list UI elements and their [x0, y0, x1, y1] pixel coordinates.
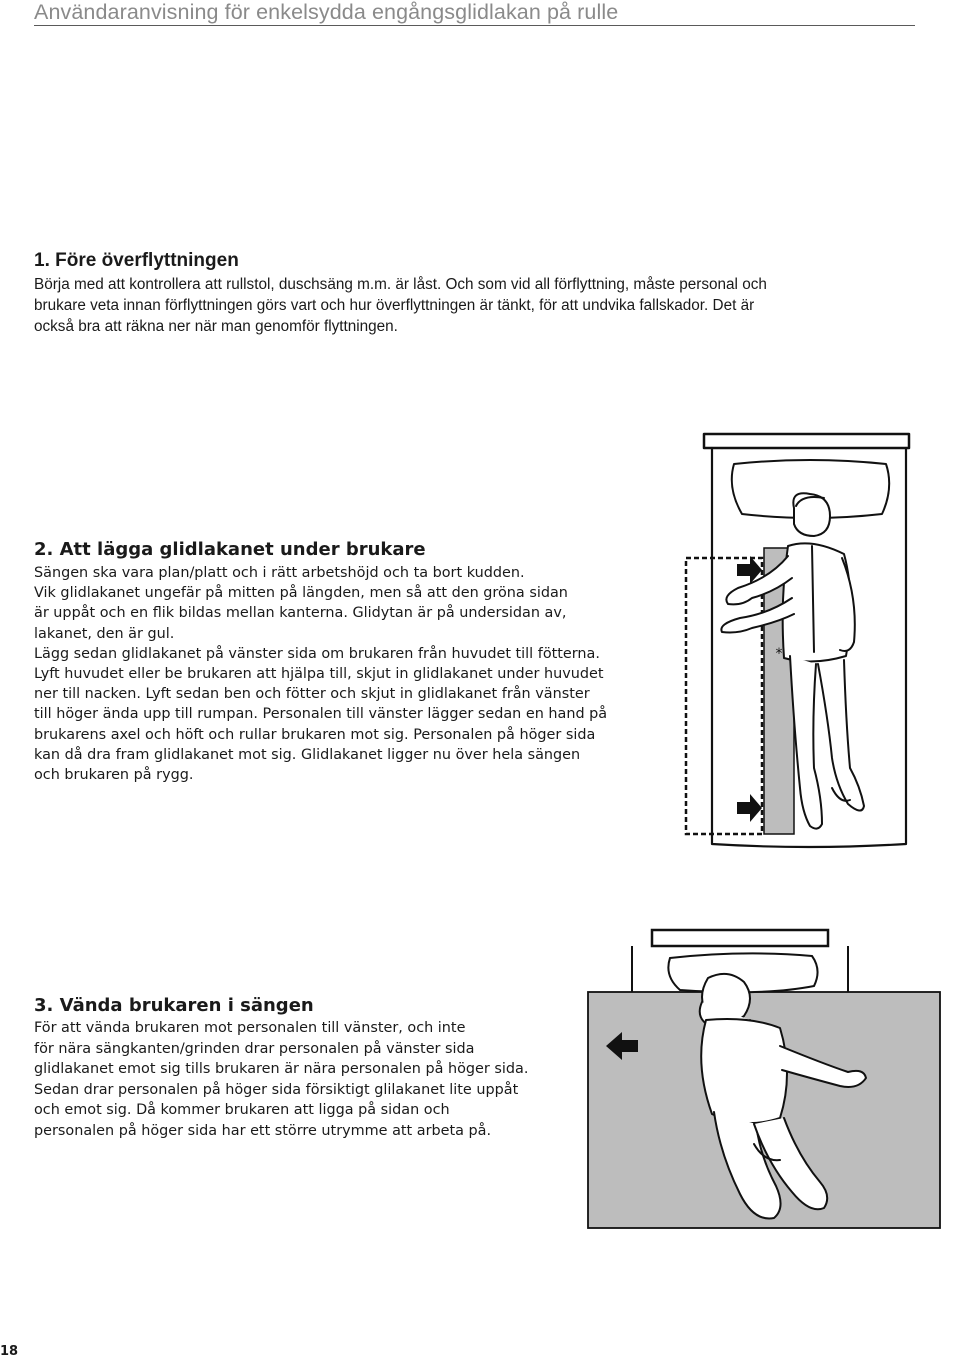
- section-3-line: personalen på höger sida har ett större utrymme att arbeta på.: [34, 1122, 492, 1139]
- section-3-line: glidlakanet emot sig tills brukaren är nära personalen på höger sida.: [34, 1061, 529, 1078]
- header-divider: [34, 25, 915, 26]
- section-1-line: också bra att räkna ner när man genomför flyttningen.: [34, 318, 398, 335]
- section-2-line: kan då dra fram glidlakanet mot sig. Glidlakanet ligger nu över hela sängen: [34, 746, 581, 763]
- section-2-line: ner till nacken. Lyft sedan ben och fötter och skjut in glidlakanet från vänster: [34, 686, 590, 703]
- section-3-line: för nära sängkanten/grinden drar personalen på vänster sida: [34, 1040, 475, 1057]
- section-1-heading: 1. Före överflyttningen: [34, 250, 239, 271]
- section-3-heading: 3. Vända brukaren i sängen: [34, 995, 314, 1016]
- section-3-line: och emot sig. Då kommer brukaren att ligga på sidan och: [34, 1102, 450, 1119]
- section-3-line: Sedan drar personalen på höger sida försiktigt glilakanet lite uppåt: [34, 1081, 519, 1098]
- section-1-line: Börja med att kontrollera att rullstol, duschsäng m.m. är låst. Och som vid all förflyttning, måste personal och: [34, 276, 767, 293]
- arrow-right-icon: [737, 794, 762, 822]
- section-2-line: lakanet, den är gul.: [34, 625, 175, 642]
- section-2-line: och brukaren på rygg.: [34, 767, 194, 784]
- section-1-line: brukare veta innan förflyttningen görs vart och hur överflyttningen är tänkt, för att undvika fallskador. Det är: [34, 297, 755, 314]
- document-title: Användaranvisning för enkelsydda engångsglidlakan på rulle: [34, 0, 619, 24]
- section-2-line: till höger ända upp till rumpan. Personalen till vänster lägger sedan en hand på: [34, 706, 608, 723]
- bed-illustration-on-back: [682, 428, 914, 854]
- section-2-line: Lyft huvudet eller be brukaren att hjälpa till, skjut in glidlakanet under huvudet: [34, 666, 604, 683]
- section-2-heading: 2. Att lägga glidlakanet under brukare: [34, 539, 426, 560]
- section-3-body: [34, 1018, 528, 1142]
- section-3-line: För att vända brukaren mot personalen till vänster, och inte: [34, 1020, 466, 1036]
- bed-headboard: [704, 434, 909, 448]
- section-2-line: Vik glidlakanet ungefär på mitten på längden, men så att den gröna sidan: [34, 585, 568, 602]
- section-2-line: Sängen ska vara plan/platt och i rätt arbetshöjd och ta bort kudden.: [34, 565, 525, 581]
- section-2-line: Lägg sedan glidlakanet på vänster sida om brukaren från huvudet till fötterna.: [34, 645, 600, 662]
- section-2-line: brukarens axel och höft och rullar brukaren mot sig. Personalen på höger sida: [34, 726, 596, 743]
- page-number: 18: [0, 1344, 19, 1359]
- bed-illustration-on-side: [584, 924, 946, 1234]
- sheet-mark: *: [775, 646, 783, 662]
- section-1-body: [34, 274, 924, 337]
- section-2-line: är uppåt och en flik bildas mellan kanterna. Glidytan är på undersidan av,: [34, 605, 567, 622]
- section-2-body: [34, 563, 607, 785]
- bed-headboard: [652, 930, 828, 946]
